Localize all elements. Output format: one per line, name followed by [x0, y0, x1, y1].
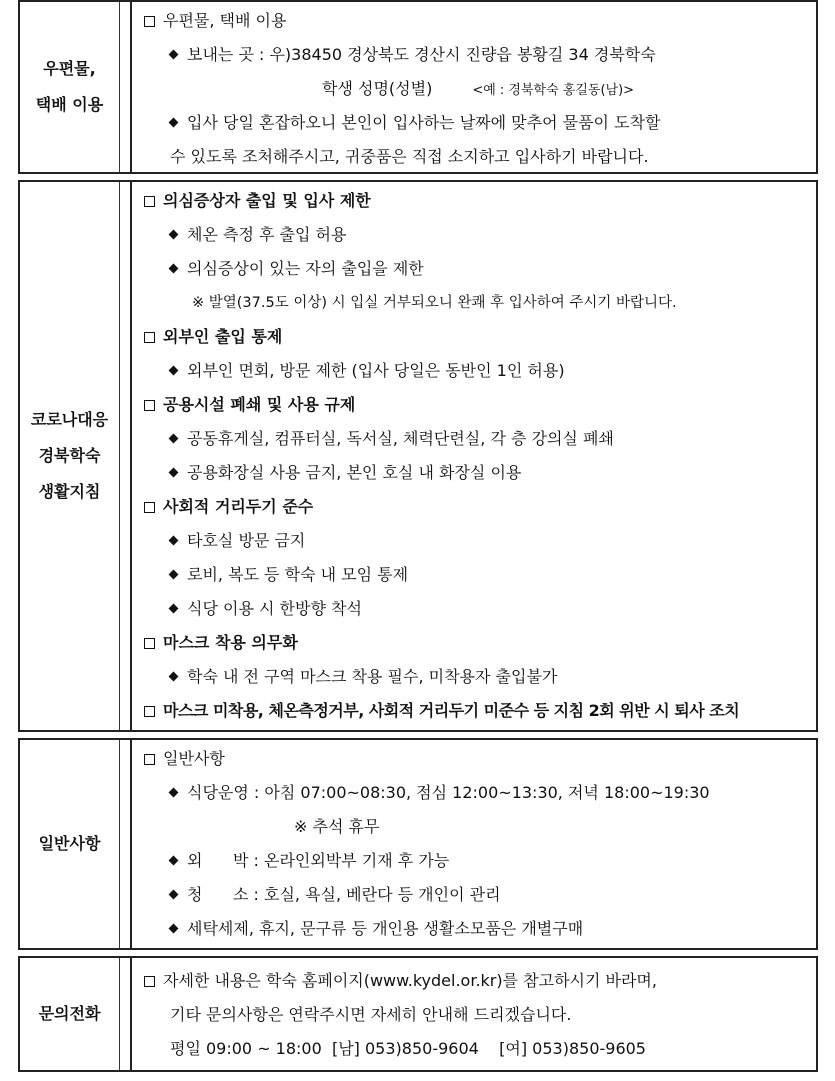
bullet-item — [144, 776, 810, 810]
section-content — [132, 958, 816, 1070]
column-gap — [120, 740, 132, 948]
bullet-item — [144, 422, 810, 456]
line-text: 우편물, 택배 이용 — [163, 11, 287, 30]
section-table — [18, 180, 818, 732]
line-text: 수 있도록 조처해주시고, 귀중품은 직접 소지하고 입사하기 바랍니다. — [170, 147, 649, 166]
line-text: 의심증상자 출입 및 입사 제한 — [163, 191, 371, 210]
checklist-heading — [144, 490, 810, 524]
diamond-bullet-icon — [169, 924, 179, 934]
section-content — [132, 182, 816, 730]
diamond-bullet-icon — [169, 230, 179, 240]
line-text: 자세한 내용은 학숙 홈페이지(www.kydel.or.kr)를 참고하시기 바라며, — [163, 971, 657, 990]
checklist-heading — [144, 388, 810, 422]
section-label-line: 택배 이용 — [35, 95, 104, 114]
bullet-item — [144, 592, 810, 626]
checklist-heading — [144, 964, 810, 998]
checklist-heading — [144, 742, 810, 776]
diamond-bullet-icon — [169, 50, 179, 60]
section-label — [20, 182, 120, 730]
line-text: 공용화장실 사용 금지, 본인 호실 내 화장실 이용 — [187, 463, 522, 482]
line-text: ※ 발열(37.5도 이상) 시 입실 거부되오니 완쾌 후 입사하여 주시기 바랍니다. — [192, 295, 677, 311]
continuation-line — [144, 72, 810, 106]
diamond-bullet-icon — [169, 890, 179, 900]
line-text: 체온 측정 후 출입 허용 — [187, 225, 347, 244]
line-text: 공동휴게실, 컴퓨터실, 독서실, 체력단련실, 각 층 강의실 폐쇄 — [187, 429, 614, 448]
text-line — [144, 140, 810, 174]
line-text: 외 박 : 온라인외박부 기재 후 가능 — [187, 851, 450, 870]
diamond-bullet-icon — [169, 468, 179, 478]
line-text: 일반사항 — [163, 749, 225, 768]
checkbox-square-icon — [144, 976, 155, 987]
bullet-item — [144, 558, 810, 592]
column-gap — [120, 182, 132, 730]
line-text: 입사 당일 혼잡하오니 본인이 입사하는 날짜에 맞추어 물품이 도착할 — [187, 113, 661, 132]
note-line — [144, 810, 810, 844]
line-text: 사회적 거리두기 준수 — [163, 497, 314, 516]
section-label — [20, 958, 120, 1070]
line-text: 식당운영 : 아침 07:00~08:30, 점심 12:00~13:30, 저녁 18:00~19:30 — [187, 783, 710, 802]
checkbox-square-icon — [144, 706, 155, 717]
bullet-item — [144, 878, 810, 912]
checkbox-square-icon — [144, 638, 155, 649]
diamond-bullet-icon — [169, 672, 179, 682]
line-text: 마스크 미착용, 체온측정거부, 사회적 거리두기 미준수 등 지침 2회 위반 시 퇴사 조치 — [163, 701, 740, 720]
checklist-heading — [144, 626, 810, 660]
line-text: 의심증상이 있는 자의 출입을 제한 — [187, 259, 424, 278]
section-label-line: 우편물, — [43, 59, 96, 78]
section-table — [18, 956, 818, 1072]
section-table — [18, 738, 818, 950]
checkbox-square-icon — [144, 754, 155, 765]
section-label — [20, 2, 120, 172]
diamond-bullet-icon — [169, 434, 179, 444]
diamond-bullet-icon — [169, 118, 179, 128]
bullet-item — [144, 354, 810, 388]
diamond-bullet-icon — [169, 264, 179, 274]
bullet-item — [144, 524, 810, 558]
checkbox-square-icon — [144, 332, 155, 343]
line-text: 공용시설 폐쇄 및 사용 규제 — [163, 395, 356, 414]
bullet-item — [144, 660, 810, 694]
line-text: 청 소 : 호실, 욕실, 베란다 등 개인이 관리 — [187, 885, 501, 904]
checklist-heading — [144, 184, 810, 218]
bullet-item — [144, 252, 810, 286]
diamond-bullet-icon — [169, 536, 179, 546]
bullet-item — [144, 218, 810, 252]
bullet-item — [144, 912, 810, 946]
checkbox-square-icon — [144, 196, 155, 207]
line-text: 로비, 복도 등 학숙 내 모임 통제 — [187, 565, 409, 584]
checkbox-square-icon — [144, 400, 155, 411]
text-line — [144, 1032, 810, 1066]
line-text: 보내는 곳 : 우)38450 경상북도 경산시 진량읍 봉황길 34 경북학숙 — [187, 45, 656, 64]
line-text: ※ 추석 휴무 — [294, 817, 380, 836]
section-content — [132, 2, 816, 172]
checklist-heading — [144, 320, 810, 354]
example-note: <예 : 경북학숙 홍길동(남)> — [472, 83, 635, 98]
line-text: 평일 09:00 ~ 18:00 [남] 053)850-9604 [여] 053)850-9605 — [170, 1039, 646, 1058]
line-text: 학숙 내 전 구역 마스크 착용 필수, 미착용자 출입불가 — [187, 667, 558, 686]
checkbox-square-icon — [144, 502, 155, 513]
section-label-line: 경북학숙 — [38, 446, 101, 465]
note-line — [144, 286, 810, 320]
diamond-bullet-icon — [169, 570, 179, 580]
diamond-bullet-icon — [169, 604, 179, 614]
diamond-bullet-icon — [169, 856, 179, 866]
diamond-bullet-icon — [169, 788, 179, 798]
line-text: 학생 성명(성별) — [322, 79, 433, 98]
line-text: 기타 문의사항은 연락주시면 자세히 안내해 드리겠습니다. — [170, 1005, 572, 1024]
line-text: 외부인 면회, 방문 제한 (입사 당일은 동반인 1인 허용) — [187, 361, 565, 380]
text-line — [144, 998, 810, 1032]
section-label-line: 생활지침 — [38, 482, 101, 501]
section-table — [18, 0, 818, 174]
column-gap — [120, 958, 132, 1070]
section-content — [132, 740, 816, 948]
line-text: 마스크 착용 의무화 — [163, 633, 298, 652]
line-text: 외부인 출입 통제 — [163, 327, 283, 346]
column-gap — [120, 2, 132, 172]
bullet-item — [144, 106, 810, 140]
bullet-item — [144, 844, 810, 878]
line-text: 식당 이용 시 한방향 착석 — [187, 599, 362, 618]
checkbox-square-icon — [144, 16, 155, 27]
line-text: 타호실 방문 금지 — [187, 531, 306, 550]
section-label — [20, 740, 120, 948]
checklist-heading — [144, 694, 810, 728]
line-text: 세탁세제, 휴지, 문구류 등 개인용 생활소모품은 개별구매 — [187, 919, 584, 938]
section-label-line: 문의전화 — [38, 1004, 101, 1023]
section-label-line: 코로나대응 — [30, 410, 109, 429]
section-label-line: 일반사항 — [38, 834, 101, 853]
bullet-item — [144, 38, 810, 72]
checklist-heading — [144, 4, 810, 38]
bullet-item — [144, 456, 810, 490]
diamond-bullet-icon — [169, 366, 179, 376]
